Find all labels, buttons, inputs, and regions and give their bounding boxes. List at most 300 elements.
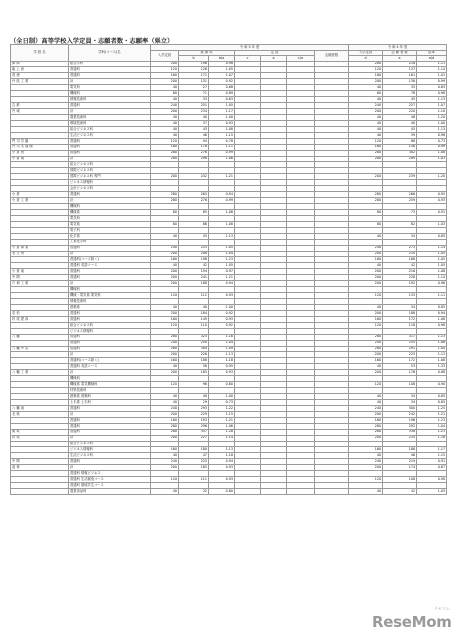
- applicants-cell: 178: [179, 144, 209, 150]
- applicants-cell: 94: [179, 138, 209, 144]
- dept-cell: 計: [69, 109, 151, 115]
- transfer-cell: [315, 489, 349, 495]
- capacity-cell: 240: [151, 245, 179, 251]
- school-cell: 普 徳: [11, 73, 69, 79]
- applicants-cell: 251: [179, 103, 209, 109]
- applicants-cell: 40: [179, 304, 209, 310]
- prev-capacity-cell: 160: [349, 73, 383, 79]
- prev-rate-cell: 0.98: [417, 322, 447, 328]
- dept-cell: 普通科: [69, 405, 151, 411]
- prev-rate-cell: 0.87: [417, 465, 447, 471]
- applicants-cell: 185: [179, 465, 209, 471]
- applicants-cell: 194: [179, 269, 209, 275]
- prev-applicants-cell: 39: [383, 132, 417, 138]
- school-cell: 八 幡: [11, 334, 69, 340]
- capacity-cell: 200: [151, 465, 179, 471]
- capacity-cell: 280: [151, 334, 179, 340]
- rate-cell: 1.05: [209, 103, 235, 109]
- dept-cell: 化学系: [69, 233, 151, 239]
- prev-applicants-cell: 225: [383, 352, 417, 358]
- capacity-cell: 280: [151, 423, 179, 429]
- rate-cell: 1.14: [209, 435, 235, 441]
- capacity-cell: 280: [151, 346, 179, 352]
- school-cell: 小 倉 西: [11, 150, 69, 156]
- applicants-cell: 38: [179, 364, 209, 370]
- capacity-cell: 40: [151, 97, 179, 103]
- prev-applicants-cell: 118: [383, 322, 417, 328]
- school-cell: 能 上 西: [11, 67, 69, 73]
- applicants-cell: 250: [179, 340, 209, 346]
- capacity-cell: 200: [151, 352, 179, 358]
- rate-cell: 0.93: [209, 477, 235, 483]
- school-cell: 東 筑: [11, 429, 69, 435]
- rate-cell: 1.21: [209, 275, 235, 281]
- rate-cell: 0.98: [209, 61, 235, 67]
- applicants-table: [10, 44, 447, 495]
- prev-applicants-cell: 42: [383, 489, 417, 495]
- capacity-cell: 280: [151, 156, 179, 162]
- dept-cell: 普通科: [69, 67, 151, 73]
- capacity-cell: 40: [151, 304, 179, 310]
- applicants-cell: 357: [179, 429, 209, 435]
- rate-cell: 0.83: [209, 97, 235, 103]
- rate-cell: 0.92: [209, 79, 235, 85]
- col-yearcap: 入学定員: [349, 50, 383, 56]
- dept-cell: 機械科: [69, 287, 151, 293]
- dept-cell: 計: [69, 156, 151, 162]
- rate-cell: 1.05: [209, 263, 235, 269]
- dept-cell: 普通科: [69, 275, 151, 281]
- applicants-cell: 149: [179, 316, 209, 322]
- capacity-cell: 200: [151, 269, 179, 275]
- col-applicants: 志 願 者 数: [383, 50, 417, 56]
- dept-cell: 国際ビジネス科: [69, 168, 151, 174]
- rate-cell: 0.93: [209, 316, 235, 322]
- dept-cell: 普通科: [69, 150, 151, 156]
- prev-rate-cell: 1.20: [417, 114, 447, 120]
- prev-rate-cell: 0.85: [417, 399, 447, 405]
- prev-rate-cell: 0.90: [417, 382, 447, 388]
- school-cell: 北 九 州: [11, 251, 69, 257]
- dept-cell: 普通科 英語コース: [69, 263, 151, 269]
- applicants-cell: 37: [179, 120, 209, 126]
- dept-cell: 電子科: [69, 227, 151, 233]
- prev-applicants-cell: 34: [383, 304, 417, 310]
- prev-capacity-cell: 40: [349, 304, 383, 310]
- prev-capacity-cell: 240: [349, 245, 383, 251]
- dept-cell: 計: [69, 198, 151, 204]
- prev-applicants-cell: 239: [383, 174, 417, 180]
- prev-rate-cell: 1.08: [417, 150, 447, 156]
- prev-applicants-cell: 188: [383, 310, 417, 316]
- rate-cell: 1.06: [209, 156, 235, 162]
- applicants-cell: 196: [179, 61, 209, 67]
- prev-capacity-cell: 40: [349, 126, 383, 132]
- dept-cell: 普通科: [69, 73, 151, 79]
- prev-rate-cell: 1.13: [417, 352, 447, 358]
- rate-cell: 1.00: [209, 114, 235, 120]
- prev-applicants-cell: 317: [383, 334, 417, 340]
- dept-cell: 総合ビジネス科: [69, 126, 151, 132]
- rate-cell: 1.22: [209, 405, 235, 411]
- prev-rate-cell: 1.18: [417, 435, 447, 441]
- capacity-cell: 120: [151, 138, 179, 144]
- prev-applicants-cell: 257: [383, 103, 417, 109]
- prev-capacity-cell: 120: [349, 477, 383, 483]
- school-cell: 小 倉 東: [11, 269, 69, 275]
- rate-cell: 0.93: [209, 370, 235, 376]
- prev-applicants-cell: 73: [383, 209, 417, 215]
- rate-cell: 1.04: [209, 340, 235, 346]
- prev-capacity-cell: 200: [349, 352, 383, 358]
- prev-rate-cell: 1.08: [417, 358, 447, 364]
- applicants-cell: 27: [179, 85, 209, 91]
- capacity-cell: 40: [151, 132, 179, 138]
- dept-cell: 生活ビジネス科: [69, 453, 151, 459]
- prev-rate-cell: 1.05: [417, 263, 447, 269]
- prev-applicants-cell: 266: [383, 192, 417, 198]
- prev-applicants-cell: 302: [383, 150, 417, 156]
- dept-cell: 普通科 生活創造コース: [69, 477, 151, 483]
- sub-ba: b/a: [209, 56, 235, 62]
- prev-capacity-cell: 120: [349, 67, 383, 73]
- prev-capacity-cell: 280: [349, 346, 383, 352]
- prev-capacity-cell: 200: [349, 370, 383, 376]
- applicants-cell: 111: [179, 477, 209, 483]
- capacity-cell: 80: [151, 209, 179, 215]
- prev-applicants-cell: 255: [383, 340, 417, 346]
- prev-capacity-cell: 200: [349, 79, 383, 85]
- prev-rate-cell: 1.10: [417, 109, 447, 115]
- capacity-cell: 80: [151, 91, 179, 97]
- prev-capacity-cell: 40: [349, 97, 383, 103]
- applicants-cell: 45: [179, 233, 209, 239]
- capacity-cell: 280: [151, 150, 179, 156]
- rate-cell: 1.05: [209, 245, 235, 251]
- capacity-cell: 200: [151, 79, 179, 85]
- dept-cell: 電気科: [69, 85, 151, 91]
- dept-cell: 材料技術科: [69, 388, 151, 394]
- prev-capacity-cell: 160: [349, 447, 383, 453]
- rate-cell: 0.92: [209, 310, 235, 316]
- prev-capacity-cell: 120: [349, 382, 383, 388]
- prev-rate-cell: 0.83: [417, 85, 447, 91]
- dept-cell: 普通科: [69, 334, 151, 340]
- prev-capacity-cell: 280: [349, 334, 383, 340]
- prev-rate-cell: 0.85: [417, 394, 447, 400]
- applicants-cell: 46: [179, 132, 209, 138]
- dept-cell: 総合ビジネス科: [69, 441, 151, 447]
- dept-cell: ビジネス情報科: [69, 180, 151, 186]
- prev-applicants-cell: 88: [383, 138, 417, 144]
- dept-cell: 土木系 土木科: [69, 399, 151, 405]
- prev-capacity-cell: 160: [349, 358, 383, 364]
- applicants-cell: 71: [179, 91, 209, 97]
- rate-cell: 1.17: [209, 109, 235, 115]
- capacity-cell: 200: [151, 174, 179, 180]
- applicants-cell: 43: [179, 126, 209, 132]
- prev-applicants-cell: 338: [383, 429, 417, 435]
- prev-rate-cell: 1.21: [417, 429, 447, 435]
- prev-capacity-cell: 240: [349, 340, 383, 346]
- prev-capacity-cell: 160: [349, 144, 383, 150]
- prev-rate-cell: 1.25: [417, 405, 447, 411]
- rate-cell: 0.94: [209, 192, 235, 198]
- prev-capacity-cell: 200: [349, 435, 383, 441]
- applicants-cell: 126: [179, 67, 209, 73]
- rate-cell: 0.80: [209, 489, 235, 495]
- applicants-cell: 242: [179, 174, 209, 180]
- prev-capacity-cell: 120: [349, 138, 383, 144]
- dept-cell: 普通科: [69, 138, 151, 144]
- capacity-cell: 160: [151, 316, 179, 322]
- prev-rate-cell: 0.85: [417, 233, 447, 239]
- prev-applicants-cell: 46: [383, 453, 417, 459]
- prev-capacity-cell: 40: [349, 233, 383, 239]
- col-transfer: 志願者数: [315, 50, 349, 61]
- applicants-cell: 226: [179, 352, 209, 358]
- prev-applicants-cell: 45: [383, 126, 417, 132]
- capacity-cell: 40: [151, 126, 179, 132]
- capacity-cell: 200: [151, 411, 179, 417]
- sub-d: d: [349, 56, 383, 62]
- col-cap: 入学定員: [151, 50, 179, 61]
- dept-cell: 計: [69, 411, 151, 417]
- prev-capacity-cell: 160: [349, 316, 383, 322]
- prev-rate-cell: 1.03: [417, 221, 447, 227]
- rate-cell: 0.97: [209, 269, 235, 275]
- prev-applicants-cell: 172: [383, 358, 417, 364]
- rate-cell: 0.99: [209, 150, 235, 156]
- dept-cell: 機械科: [69, 91, 151, 97]
- prev-rate-cell: 0.94: [417, 310, 447, 316]
- prev-rate-cell: 1.20: [417, 174, 447, 180]
- capacity-cell: 40: [151, 263, 179, 269]
- prev-capacity-cell: 40: [349, 394, 383, 400]
- prev-capacity-cell: 200: [349, 251, 383, 257]
- school-cell: 中 間: [11, 275, 69, 281]
- capacity-cell: 240: [151, 405, 179, 411]
- prev-capacity-cell: 120: [349, 322, 383, 328]
- prev-applicants-cell: 174: [383, 465, 417, 471]
- prev-rate-cell: 0.96: [417, 281, 447, 287]
- prev-rate-cell: 0.98: [417, 91, 447, 97]
- dept-cell: 機械・電気系 電気科: [69, 293, 151, 299]
- prev-rate-cell: 1.14: [417, 245, 447, 251]
- dept-cell: 環境技術科: [69, 120, 151, 126]
- dept-cell: 農業技術科: [69, 114, 151, 120]
- prev-rate-cell: 1.11: [417, 293, 447, 299]
- prev-applicants-cell: 235: [383, 435, 417, 441]
- applicants-cell: 325: [179, 334, 209, 340]
- prev-capacity-cell: 280: [349, 429, 383, 435]
- capacity-cell: 120: [151, 322, 179, 328]
- dept-cell: 普通科: [69, 340, 151, 346]
- prev-rate-cell: 1.14: [417, 275, 447, 281]
- prev-capacity-cell: 40: [349, 263, 383, 269]
- applicants-cell: 42: [179, 263, 209, 269]
- prev-rate-cell: 1.06: [417, 340, 447, 346]
- prev-applicants-cell: 33: [383, 85, 417, 91]
- dept-cell: 計: [69, 352, 151, 358]
- dept-cell: 計: [69, 435, 151, 441]
- applicants-cell: 32: [179, 489, 209, 495]
- prev-applicants-cell: 42: [383, 263, 417, 269]
- prev-capacity-cell: 40: [349, 399, 383, 405]
- prev-applicants-cell: 218: [383, 61, 417, 67]
- capacity-cell: 200: [151, 275, 179, 281]
- prev-applicants-cell: 289: [383, 156, 417, 162]
- rate-cell: 1.00: [209, 304, 235, 310]
- rate-cell: 0.93: [209, 120, 235, 126]
- general-cap-cell: [235, 489, 261, 495]
- rate-cell: 0.99: [209, 198, 235, 204]
- dept-cell: 会計ビジネス科: [69, 186, 151, 192]
- col-ratio: 倍率: [417, 50, 447, 56]
- capacity-cell: 160: [151, 447, 179, 453]
- capacity-cell: 40: [151, 233, 179, 239]
- school-cell: 津 商: [11, 61, 69, 67]
- capacity-cell: 240: [151, 103, 179, 109]
- prev-applicants-cell: 108: [383, 477, 417, 483]
- applicants-cell: 96: [179, 382, 209, 388]
- prev-rate-cell: 1.13: [417, 97, 447, 103]
- applicants-cell: 234: [179, 109, 209, 115]
- school-cell: 折 尾: [11, 435, 69, 441]
- prev-rate-cell: 1.04: [417, 423, 447, 429]
- capacity-cell: 40: [151, 120, 179, 126]
- applicants-cell: 40: [179, 394, 209, 400]
- applicants-cell: 263: [179, 192, 209, 198]
- rate-cell: 1.15: [209, 132, 235, 138]
- applicants-cell: 276: [179, 150, 209, 156]
- applicants-cell: 227: [179, 435, 209, 441]
- rate-cell: 0.68: [209, 85, 235, 91]
- dept-cell: 情報技術科: [69, 299, 151, 305]
- dept-cell: 建築系: [69, 304, 151, 310]
- prev-applicants-cell: 34: [383, 399, 417, 405]
- prev-rate-cell: 1.04: [417, 346, 447, 352]
- applicants-cell: 180: [179, 447, 209, 453]
- capacity-cell: 280: [151, 198, 179, 204]
- school-cell: 円 城: [11, 109, 69, 115]
- prev-applicants-cell: 273: [383, 245, 417, 251]
- capacity-cell: 40: [151, 489, 179, 495]
- capacity-cell: 40: [151, 453, 179, 459]
- dept-cell: 普通科: [69, 310, 151, 316]
- prev-applicants-cell: 176: [383, 370, 417, 376]
- dept-cell: 総合ビジネス科: [69, 162, 151, 168]
- school-cell: 八 幡 南: [11, 405, 69, 411]
- col-school: 学 校 名: [11, 45, 69, 62]
- applicants-cell: 86: [179, 221, 209, 227]
- prev-applicants-cell: 133: [383, 293, 417, 299]
- capacity-cell: 40: [151, 114, 179, 120]
- prev-capacity-cell: 200: [349, 61, 383, 67]
- capacity-cell: 240: [151, 340, 179, 346]
- prev-capacity-cell: 40: [349, 120, 383, 126]
- prev-capacity-cell: 200: [349, 109, 383, 115]
- rate-cell: 1.16: [209, 334, 235, 340]
- prev-rate-cell: 1.15: [417, 453, 447, 459]
- prev-rate-cell: 1.21: [417, 411, 447, 417]
- capacity-cell: 160: [151, 257, 179, 263]
- applicants-cell: 33: [179, 97, 209, 103]
- applicants-cell: 131: [179, 79, 209, 85]
- prev-applicants-cell: 188: [383, 447, 417, 453]
- dept-cell: 生活ビジネス科: [69, 132, 151, 138]
- rate-cell: 1.21: [209, 174, 235, 180]
- capacity-cell: 160: [151, 417, 179, 423]
- prev-applicants-cell: 40: [383, 120, 417, 126]
- applicants-cell: 29: [179, 399, 209, 405]
- capacity-cell: 200: [151, 61, 179, 67]
- capacity-cell: 40: [151, 399, 179, 405]
- rate-cell: 1.09: [209, 346, 235, 352]
- dept-cell: 普通科 環境共生コース: [69, 483, 151, 489]
- dept-cell: 普通科: [69, 423, 151, 429]
- prev-applicants-cell: 34: [383, 233, 417, 239]
- applicants-cell: 296: [179, 423, 209, 429]
- prev-applicants-cell: 48: [383, 114, 417, 120]
- dept-cell: 普通科: [69, 429, 151, 435]
- prev-rate-cell: 1.08: [417, 269, 447, 275]
- prev-applicants-cell: 220: [383, 109, 417, 115]
- prev-capacity-cell: 40: [349, 453, 383, 459]
- capacity-cell: 120: [151, 67, 179, 73]
- school-cell: 小 倉 商 業: [11, 245, 69, 251]
- prev-rate-cell: 1.14: [417, 67, 447, 73]
- prev-capacity-cell: 200: [349, 310, 383, 316]
- prev-capacity-cell: 120: [349, 293, 383, 299]
- prev-applicants-cell: 242: [383, 411, 417, 417]
- col-first: 推 薦 枠: [179, 50, 235, 56]
- prev-capacity-cell: 200: [349, 411, 383, 417]
- prev-rate-cell: 1.01: [417, 73, 447, 79]
- rate-cell: 1.11: [209, 144, 235, 150]
- prev-rate-cell: 1.23: [417, 417, 447, 423]
- applicants-cell: 229: [179, 411, 209, 417]
- prev-rate-cell: 0.99: [417, 79, 447, 85]
- capacity-cell: 200: [151, 109, 179, 115]
- prev-rate-cell: 1.08: [417, 316, 447, 322]
- rate-cell: 1.00: [209, 394, 235, 400]
- rate-cell: 1.06: [209, 423, 235, 429]
- school-cell: 遠 賀: [11, 465, 69, 471]
- prev-applicants-cell: 161: [383, 73, 417, 79]
- prev-applicants-cell: 108: [383, 382, 417, 388]
- prev-applicants-cell: 292: [383, 423, 417, 429]
- rate-cell: 0.93: [209, 293, 235, 299]
- dept-cell: 計: [69, 251, 151, 257]
- rate-cell: 1.15: [209, 411, 235, 417]
- capacity-cell: 120: [151, 293, 179, 299]
- prev-applicants-cell: 192: [383, 281, 417, 287]
- dept-cell: 農業食品科: [69, 489, 151, 495]
- school-cell: 八 幡 工 業: [11, 370, 69, 376]
- dept-cell: 計: [69, 79, 151, 85]
- rate-cell: 0.92: [209, 322, 235, 328]
- prev-applicants-cell: 210: [383, 251, 417, 257]
- col-year-prev: 令 和 4 年 度: [349, 45, 447, 51]
- sub-e: e: [383, 56, 417, 62]
- prev-rate-cell: 1.33: [417, 364, 447, 370]
- school-cell: 門 司 大 翔 館: [11, 144, 69, 150]
- applicants-cell: 47: [179, 453, 209, 459]
- rate-cell: 1.18: [209, 358, 235, 364]
- dept-cell: 総合ビジネス科: [69, 322, 151, 328]
- prev-rate-cell: 1.00: [417, 120, 447, 126]
